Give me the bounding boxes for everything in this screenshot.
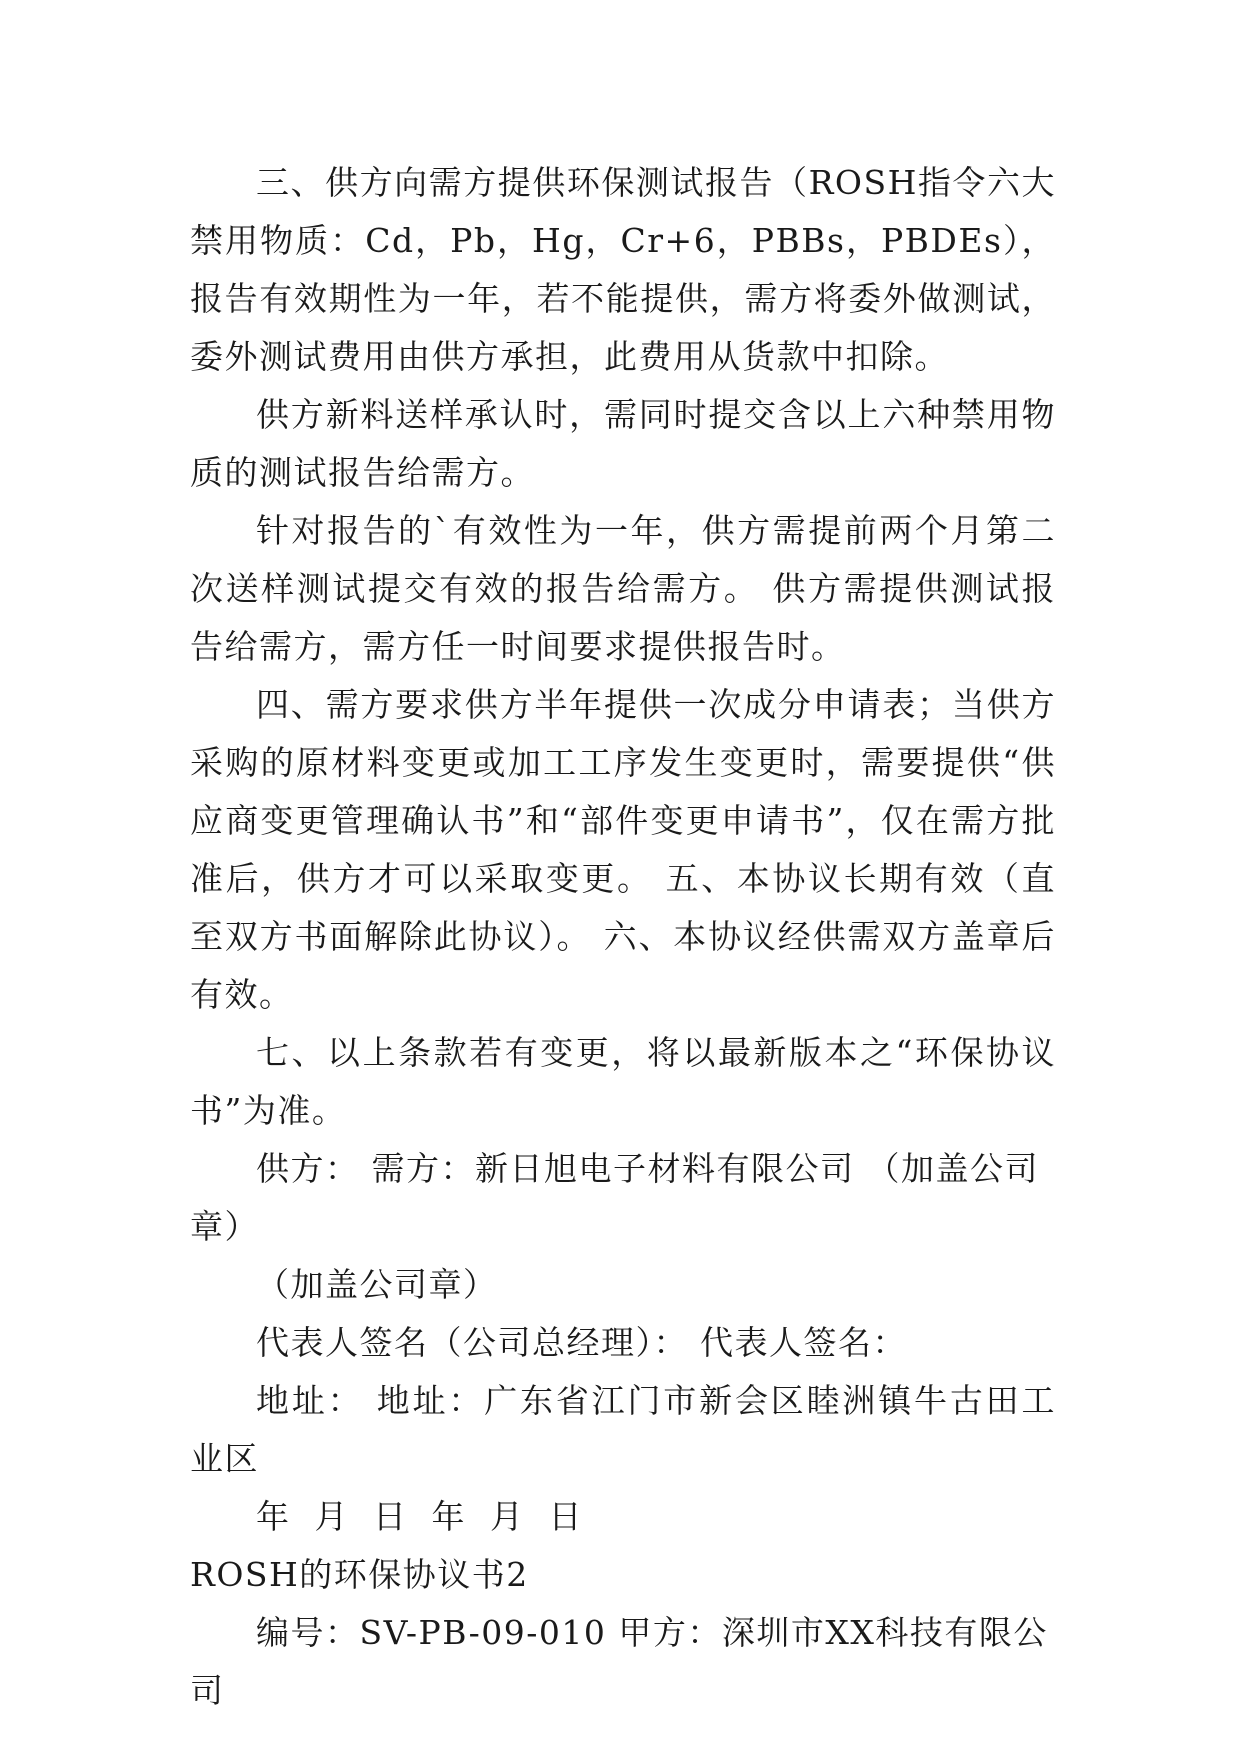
seal-line: （加盖公司章） (256, 1265, 498, 1304)
date-line: 年 月 日 年 月 日 (256, 1497, 583, 1536)
section-title: ROSH的环保协议书2 (190, 1555, 529, 1594)
new-sample-paragraph: 供方新料送样承认时，需同时提交含以上六种禁用物质的测试报告给需方。 (190, 395, 1056, 492)
representative-signature-line: 代表人签名（公司总经理）： 代表人签名： (256, 1323, 907, 1362)
clauses-four-five-six-paragraph: 四、需方要求供方半年提供一次成分申请表；当供方采购的原材料变更或加工工序发生变更时，需要提供“供应商变更管理确认书”和“部件变更申请书”，仅在需方批准后，供方才可以采取变更。 五、本协议长期有效（直至双方书面解除此协议）。 六、本协议经供需双方盖章后有效。 (190, 685, 1056, 1014)
clause-seven-paragraph: 七、以上条款若有变更，将以最新版本之“环保协议书”为准。 (190, 1033, 1056, 1130)
parties-line: 供方： 需方：新日旭电子材料有限公司 （加盖公司章） (190, 1149, 1039, 1246)
document-body (190, 154, 1056, 1720)
validity-paragraph: 针对报告的`有效性为一年，供方需提前两个月第二次送样测试提交有效的报告给需方。 供方需提供测试报告给需方，需方任一时间要求提供报告时。 (190, 511, 1056, 666)
document-number-line: 编号：SV-PB-09-010 甲方：深圳市XX科技有限公司 (190, 1613, 1048, 1710)
address-line: 地址： 地址：广东省江门市新会区睦洲镇牛古田工业区 (190, 1381, 1056, 1478)
clause-three-paragraph: 三、供方向需方提供环保测试报告（ROSH指令六大禁用物质：Cd，Pb，Hg，Cr+6，PBBs，PBDEs），报告有效期性为一年，若不能提供，需方将委外做测试，委外测试费用由供方承担，此费用从货款中扣除。 (190, 163, 1056, 376)
